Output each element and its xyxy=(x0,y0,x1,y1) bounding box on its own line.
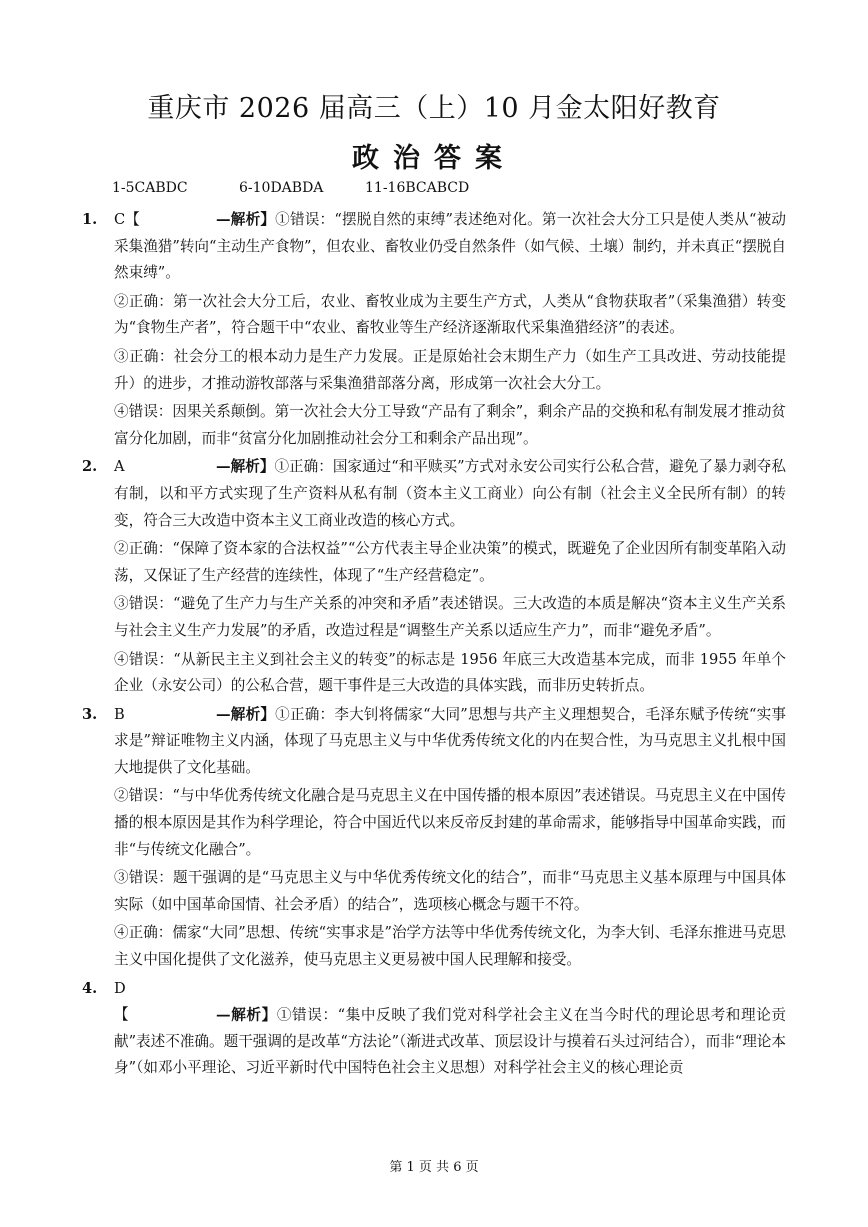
question-lead xyxy=(114,207,786,287)
answer-key-group: 1-5CABDC xyxy=(112,180,188,196)
analysis-paragraph: ③正确：社会分工的根本动力是生产力发展。正是原始社会末期生产力（如生产工具改进、劳动技能提升）的进步，才推动游牧部落与采集渔猎部落分离，形成第一次社会大分工。 xyxy=(114,347,786,392)
question-answer: C【 xyxy=(114,211,140,228)
analysis-paragraph: ③错误：“避免了生产力与生产关系的冲突和矛盾”表述错误。三大改造的本质是解决“资本主义生产关系与社会主义生产力发展”的矛盾，改造过程是“调整生产关系以适应生产力”，而非“避免矛盾”。 xyxy=(114,595,786,639)
question-item xyxy=(82,702,786,782)
analysis-text: ①正确：李大钊将儒家“大同”思想与共产主义理想契合，毛泽东赋予传统“实事求是”辩证唯物主义内涵，体现了马克思主义与中华优秀传统文化的内在契合性，为马克思主义扎根中国大地提供了文化基础。 xyxy=(114,705,786,776)
question-number: 2. xyxy=(82,458,98,476)
question-number: 3. xyxy=(82,705,98,723)
analysis-text: ①错误：“摆脱自然的束缚”表述绝对化。第一次社会大分工只是使人类从“被动采集渔猎”转向“主动生产食物”，但农业、畜牧业仍受自然条件（如气候、土壤）制约，并未真正“摆脱自然束缚”。 xyxy=(114,211,786,282)
question-lead xyxy=(114,702,786,782)
question-item xyxy=(82,454,786,534)
analysis-tag: —解析】 xyxy=(216,1006,277,1024)
question-lead xyxy=(114,454,786,534)
analysis-paragraph: ②错误：“与中华优秀传统文化融合是马克思主义在中国传播的根本原因”表述错误。马克思主义在中国传播的根本原因是其作为科学理论，符合中国近代以来反帝反封建的革命需求，能够指导中国革命实践，而非“与传统文化融合”。 xyxy=(114,787,786,858)
answer-key-group: 6-10DABDA xyxy=(239,180,324,196)
analysis-paragraph: ④正确：儒家“大同”思想、传统“实事求是”治学方法等中华优秀传统文化，为李大钊、毛泽东推进马克思主义中国化提供了文化滋养，使马克思主义更易被中国人民理解和接受。 xyxy=(114,924,786,969)
question-answer: B xyxy=(114,705,125,723)
page-footer: 第 1 页 共 6 页 xyxy=(389,1160,479,1175)
question-lead xyxy=(114,976,786,1082)
question-number: 4. xyxy=(82,979,98,997)
analysis-paragraph: ④错误：“从新民主主义到社会主义的转变”的标志是 1956 年底三大改造基本完成，而非 1955 年单个企业（永安公司）的公私合营，题干事件是三大改造的具体实践，而非历史转折点。 xyxy=(114,650,786,695)
question-item xyxy=(82,207,786,287)
answer-explanations xyxy=(82,205,786,1082)
analysis-tag: —解析】 xyxy=(216,458,275,476)
analysis-text: ①正确：国家通过“和平赎买”方式对永安公司实行公私合营，避免了暴力剥夺私有制，以和平方式实现了生产资料从私有制（资本主义工商业）向公有制（社会主义全民所有制）的转变，符合三大改造中资本主义工商业改造的核心方式。 xyxy=(114,458,786,529)
document-subtitle: 政治答案 xyxy=(352,143,516,174)
question-number: 1. xyxy=(82,211,98,228)
analysis-paragraph: ③错误：题干强调的是“马克思主义与中华优秀传统文化的结合”，而非“马克思主义基本原理与中国具体实际（如中国革命国情、社会矛盾）的结合”，选项核心概念与题干不符。 xyxy=(114,869,786,913)
question-item xyxy=(82,976,786,1082)
analysis-paragraph: ④错误：因果关系颠倒。第一次社会大分工导致“产品有了剩余”，剩余产品的交换和私有制发展才推动贫富分化加剧，而非“贫富分化加剧推动社会分工和剩余产品出现”。 xyxy=(114,403,786,447)
analysis-tag: —解析】 xyxy=(216,705,276,723)
analysis-paragraph: ②正确：“保障了资本家的合法权益”“公方代表主导企业决策”的模式，既避免了企业因所有制变革陷入动荡，又保证了生产经营的连续性，体现了“生产经营稳定”。 xyxy=(114,540,786,584)
analysis-tag: —解析】 xyxy=(216,211,276,228)
analysis-paragraph: ②正确：第一次社会大分工后，农业、畜牧业成为主要生产方式，人类从“食物获取者”（采集渔猎）转变为“食物生产者”，符合题干中“农业、畜牧业等生产经济逐渐取代采集渔猎经济”的表述。 xyxy=(114,292,786,337)
analysis-text: ①错误：“集中反映了我们党对科学社会主义在当今时代的理论思考和理论贡献”表述不准确。题干强调的是改革“方法论”（渐进式改革、顶层设计与摸着石头过河结合），而非“理论本身”（如邓小平理论、习近平新时代中国特色社会主义思想）对科学社会主义的核心理论贡 xyxy=(114,1006,786,1077)
document-title: 重庆市 2026 届高三（上）10 月金太阳好教育 xyxy=(147,93,721,124)
answer-key-group: 11-16BCABCD xyxy=(365,180,470,196)
question-answer: A xyxy=(114,458,125,476)
question-answer: D【 xyxy=(114,979,129,1024)
